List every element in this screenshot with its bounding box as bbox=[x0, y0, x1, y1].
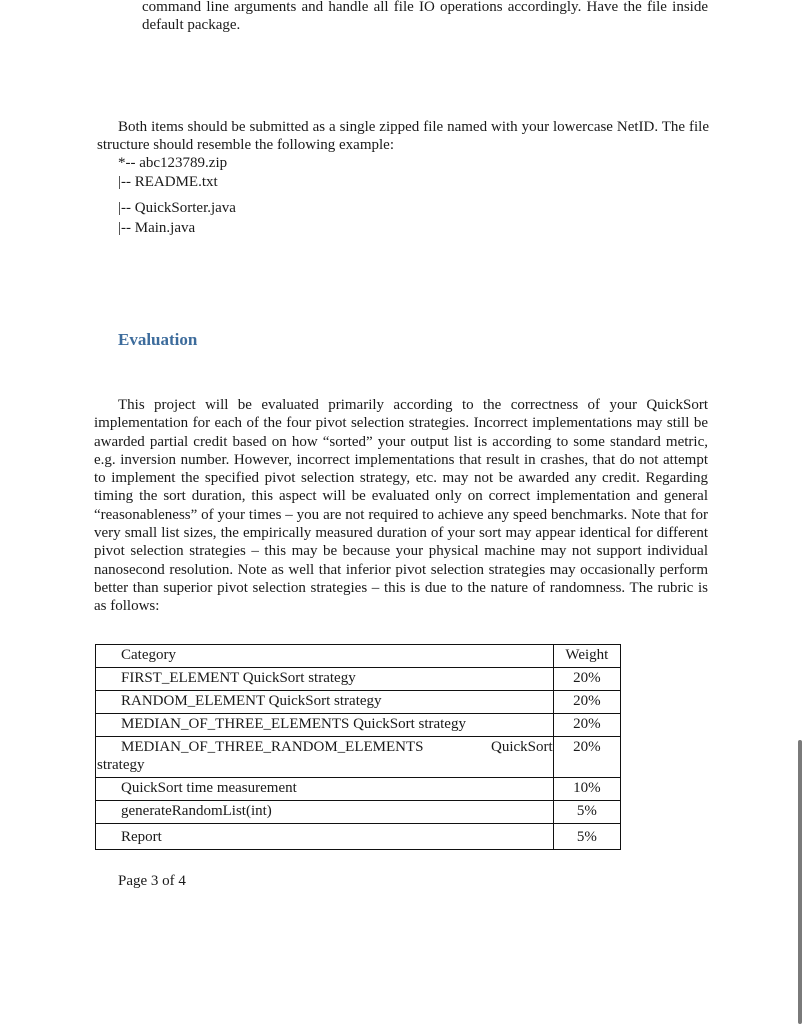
row-category: MEDIAN_OF_THREE_ELEMENTS QuickSort strategy bbox=[96, 714, 554, 737]
row-category: RANDOM_ELEMENT QuickSort strategy bbox=[96, 691, 554, 714]
tree-line-readme: |-- README.txt bbox=[118, 174, 218, 190]
row-weight: 20% bbox=[553, 737, 620, 778]
table-row bbox=[96, 824, 621, 850]
row-category: QuickSort time measurement bbox=[96, 778, 554, 801]
evaluation-heading: Evaluation bbox=[118, 330, 198, 349]
row-weight: 20% bbox=[553, 691, 620, 714]
tree-line-quicksorter: |-- QuickSorter.java bbox=[118, 200, 236, 216]
row-category: Report bbox=[96, 824, 554, 850]
row-category-line bbox=[97, 738, 553, 756]
row-category-part: QuickSort bbox=[491, 739, 553, 755]
tree-line-main: |-- Main.java bbox=[118, 220, 196, 236]
table-header-row bbox=[96, 645, 621, 668]
row-weight: 20% bbox=[553, 668, 620, 691]
row-weight: 5% bbox=[553, 824, 620, 850]
table-row bbox=[96, 801, 621, 824]
table-row bbox=[96, 778, 621, 801]
row-category-line: strategy bbox=[97, 757, 145, 773]
table-row bbox=[96, 668, 621, 691]
row-category: generateRandomList(int) bbox=[96, 801, 554, 824]
tree-line-zip: *-- abc123789.zip bbox=[118, 155, 228, 171]
submission-paragraph: Both items should be submitted as a single zipped file named with your lowercase NetID. The file structure should resemble the following example: bbox=[97, 119, 709, 154]
row-weight: 20% bbox=[553, 714, 620, 737]
row-weight: 10% bbox=[553, 778, 620, 801]
row-weight: 5% bbox=[553, 801, 620, 824]
intro-paragraph: command line arguments and handle all file IO operations accordingly. Have the file inside default package. bbox=[142, 0, 708, 34]
header-weight: Weight bbox=[553, 645, 620, 668]
row-category bbox=[96, 737, 554, 778]
table-row bbox=[96, 714, 621, 737]
row-category-part: MEDIAN_OF_THREE_RANDOM_ELEMENTS bbox=[121, 739, 424, 755]
evaluation-paragraph: This project will be evaluated primarily according to the correctness of your QuickSort implementation for each of the four pivot selection strategies. Incorrect implementations may still be awarded partial credit based on how “sorted” your output list is according to some standard metric, e.g. inversion number. However, incorrect implementations that result in crashes, that do not attempt to implement the specified pivot selection strategy, etc. may not be awarded any credit. Regarding timing the sort duration, this aspect will be evaluated only on correct implementation and general “reasonableness” of your times – you are not required to achieve any speed benchmarks. Note that for very small list sizes, the empirically measured duration of your sort may appear identical for different pivot selection strategies – this may be because your physical machine may not support individual nanosecond resolution. Note as well that inferior pivot selection strategies may occasionally perform better than superior pivot selection strategies – this is due to the nature of randomness. The rubric is as follows: bbox=[94, 397, 708, 615]
header-category: Category bbox=[96, 645, 554, 668]
rubric-table bbox=[95, 644, 621, 850]
vertical-scrollbar[interactable] bbox=[798, 740, 802, 1024]
page-number: Page 3 of 4 bbox=[118, 873, 186, 889]
table-row bbox=[96, 737, 621, 778]
table-row bbox=[96, 691, 621, 714]
row-category: FIRST_ELEMENT QuickSort strategy bbox=[96, 668, 554, 691]
